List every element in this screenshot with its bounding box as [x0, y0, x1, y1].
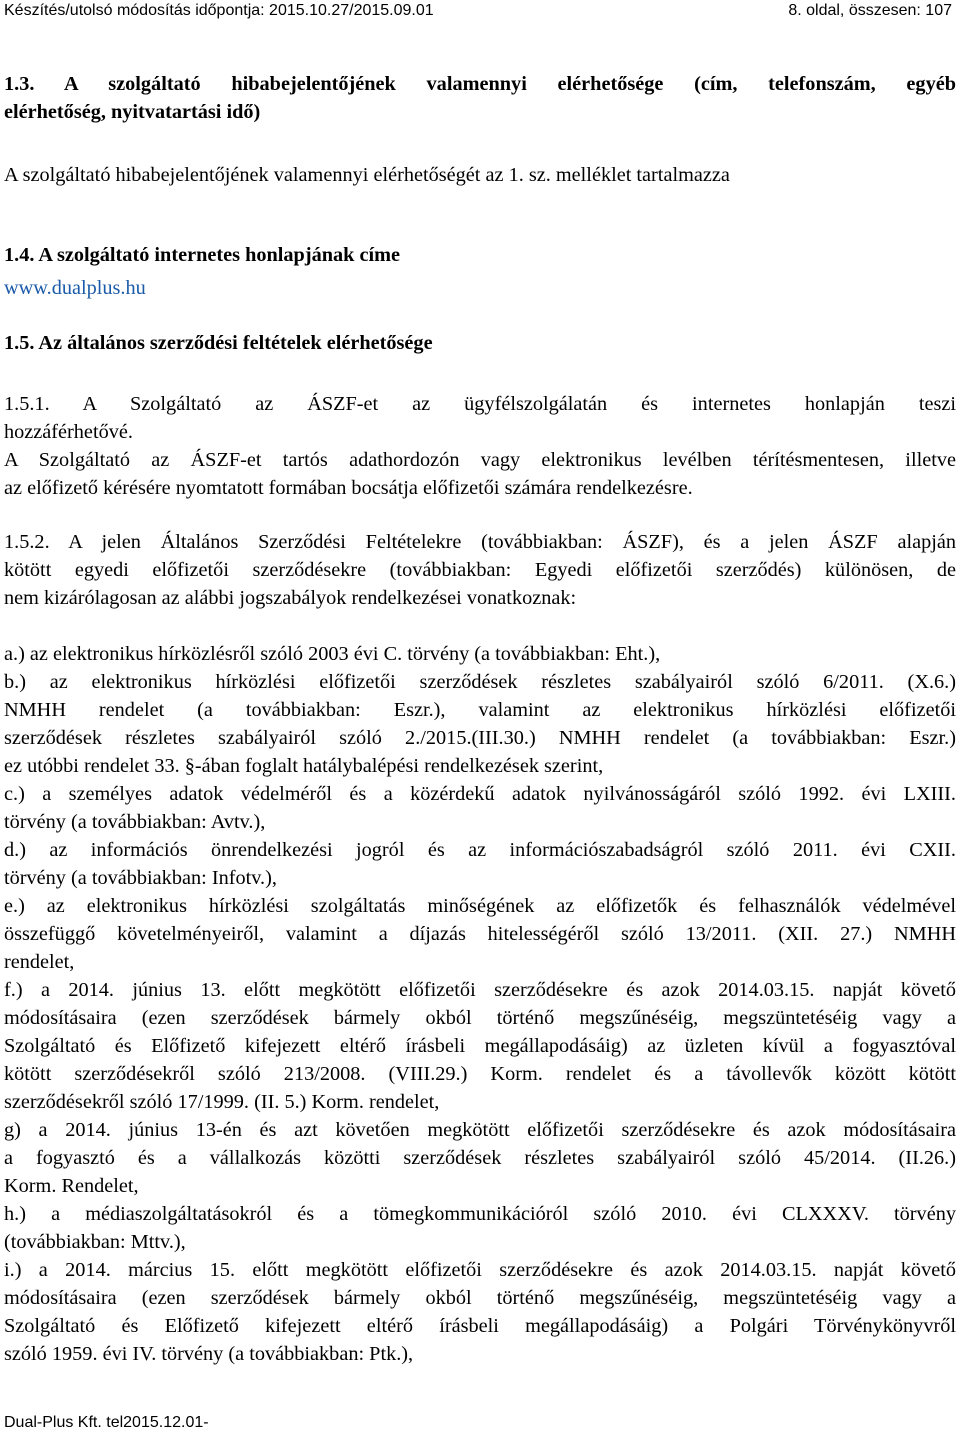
list-item-i-line3: Szolgáltató és Előfizető kifejezett eltérő írásbeli megállapodásáig) a Polgári Törvénykönyvről — [4, 1315, 956, 1337]
paragraph-1-3: A szolgáltató hibabejelentőjének valamennyi elérhetőségét az 1. sz. melléklet tartalmazza — [4, 164, 730, 186]
list-item-e-line2: összefüggő követelményeiről, valamint a díjazás hitelességéről szóló 13/2011. (XII. 27.) NMHH — [4, 923, 956, 945]
list-item-f-line1: f.) a 2014. június 13. előtt megkötött előfizetői szerződésekre és azok 2014.03.15. napját követő — [4, 979, 956, 1001]
heading-1-3-line2: elérhetőség, nyitvatartási idő) — [4, 101, 261, 123]
p151-line2: hozzáférhetővé. — [4, 421, 133, 443]
p152-line1: 1.5.2. A jelen Általános Szerződési Feltételekre (továbbiakban: ÁSZF), és a jelen ÁSZF alapján — [4, 531, 956, 553]
heading-1-4: 1.4. A szolgáltató internetes honlapjának címe — [4, 244, 401, 266]
list-item-c-line1: c.) a személyes adatok védelméről és a közérdekű adatok nyilvánosságáról szóló 1992. évi LXIII. — [4, 783, 956, 805]
paragraph-1-5-1 — [4, 390, 956, 502]
list-item-c-line2: törvény (a továbbiakban: Avtv.), — [4, 811, 266, 833]
header-page-number: 8. oldal, összesen: 107 — [788, 2, 952, 19]
list-item-g-line1: g) a 2014. június 13-én és azt követően megkötött előfizetői szerződésekre és azok módosításaira — [4, 1119, 956, 1141]
list-item-h-line1: h.) a médiaszolgáltatásokról és a tömegkommunikációról szóló 2010. évi CLXXXV. törvény — [4, 1203, 956, 1225]
list-item-g-line3: Korm. Rendelet, — [4, 1175, 139, 1197]
p151-line4: az előfizető kérésére nyomtatott formában bocsátja előfizetői számára rendelkezésre. — [4, 477, 693, 499]
list-item-h-line2: (továbbiakban: Mttv.), — [4, 1231, 186, 1253]
list-item-i-line2: módosításaira (ezen szerződések bármely okból történő megszűnéséig, megszüntetéséig vagy a — [4, 1287, 956, 1309]
legislation-list — [4, 640, 956, 1368]
heading-1-3 — [4, 70, 956, 126]
list-item-e-line1: e.) az elektronikus hírközlési szolgáltatás minőségének az előfizetők és felhasználók védelmével — [4, 895, 956, 917]
list-item-d-line1: d.) az információs önrendelkezési jogról és az információszabadságról szóló 2011. évi CXII. — [4, 839, 956, 861]
list-item-a: a.) az elektronikus hírközlésről szóló 2003 évi C. törvény (a továbbiakban: Eht.), — [4, 643, 661, 665]
p151-line3: A Szolgáltató az ÁSZF-et tartós adathordozón vagy elektronikus levélben térítésmentesen, illetve — [4, 449, 956, 471]
p152-line3: nem kizárólagosan az alábbi jogszabályok rendelkezései vonatkoznak: — [4, 587, 577, 609]
list-item-f-line2: módosításaira (ezen szerződések bármely okból történő megszűnéséig, megszüntetéséig vagy a — [4, 1007, 956, 1029]
list-item-g-line2: a fogyasztó és a vállalkozás közötti szerződések részletes szabályairól szóló 45/2014. (II.26.) — [4, 1147, 956, 1169]
list-item-f-line4: kötött szerződésekről szóló 213/2008. (VIII.29.) Korm. rendelet és a távollevők között kötött — [4, 1063, 956, 1085]
list-item-e-line3: rendelet, — [4, 951, 75, 973]
p151-line1: 1.5.1. A Szolgáltató az ÁSZF-et az ügyfélszolgálatán és internetes honlapján teszi — [4, 393, 956, 415]
list-item-b-line4: ez utóbbi rendelet 33. §-ában foglalt hatálybalépési rendelkezések szerint, — [4, 755, 604, 777]
list-item-b-line3: szerződések részletes szabályairól szóló 2./2015.(III.30.) NMHH rendelet (a továbbiakban: Eszr.) — [4, 727, 956, 749]
header-timestamp: Készítés/utolsó módosítás időpontja: 2015.10.27/2015.09.01 — [4, 2, 434, 19]
paragraph-1-5-2 — [4, 528, 956, 612]
heading-1-3-line1: 1.3. A szolgáltató hibabejelentőjének valamennyi elérhetősége (cím, telefonszám, egyéb — [4, 73, 956, 95]
website-link[interactable]: www.dualplus.hu — [4, 277, 146, 299]
page-footer: Dual-Plus Kft. tel2015.12.01- — [4, 1414, 209, 1431]
list-item-f-line3: Szolgáltató és Előfizető kifejezett eltérő írásbeli megállapodásáig) az üzleten kívül a fogyasztóval — [4, 1035, 956, 1057]
page-header — [0, 0, 960, 26]
list-item-b-line2: NMHH rendelet (a továbbiakban: Eszr.), valamint az elektronikus hírközlési előfizetői — [4, 699, 956, 721]
list-item-f-line5: szerződésekről szóló 17/1999. (II. 5.) Korm. rendelet, — [4, 1091, 440, 1113]
list-item-i-line4: szóló 1959. évi IV. törvény (a továbbiakban: Ptk.), — [4, 1343, 414, 1365]
heading-1-5: 1.5. Az általános szerződési feltételek elérhetősége — [4, 332, 433, 354]
p152-line2: kötött egyedi előfizetői szerződésekre (továbbiakban: Egyedi előfizetői szerződés) különösen, de — [4, 559, 956, 581]
list-item-b-line1: b.) az elektronikus hírközlési előfizetői szerződések részletes szabályairól szóló 6/2011. (X.6.) — [4, 671, 956, 693]
list-item-d-line2: törvény (a továbbiakban: Infotv.), — [4, 867, 277, 889]
list-item-i-line1: i.) a 2014. március 15. előtt megkötött előfizetői szerződésekre és azok 2014.03.15. napját követő — [4, 1259, 956, 1281]
